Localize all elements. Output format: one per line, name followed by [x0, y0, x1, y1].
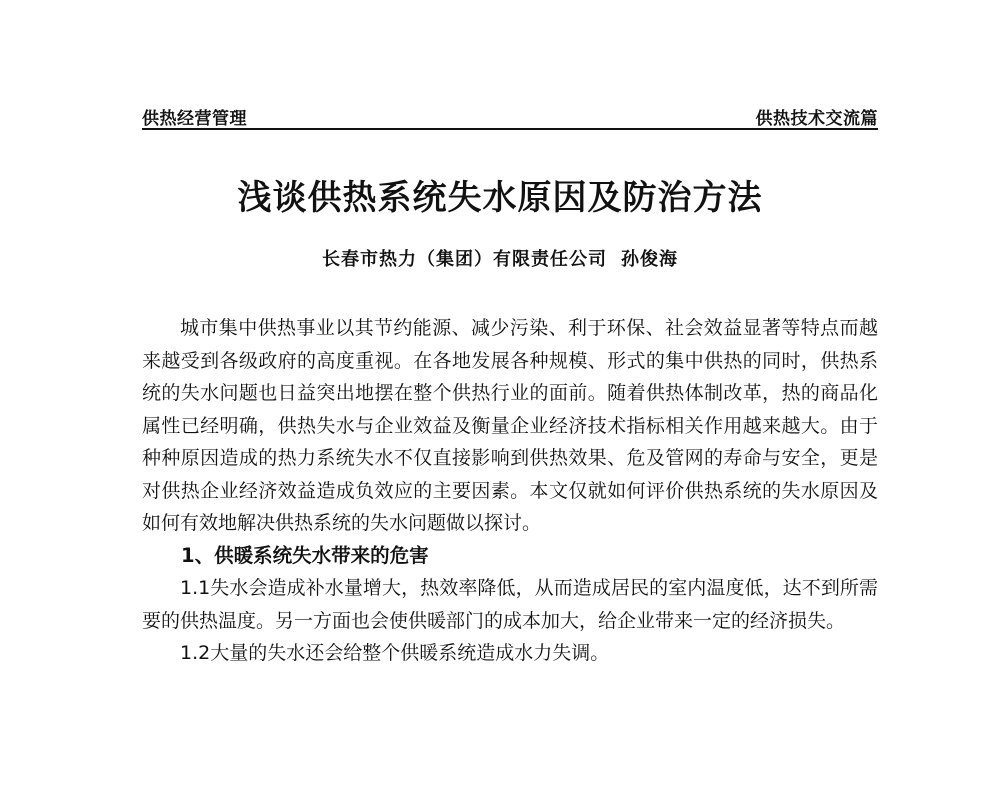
- paragraph-1-2: 1.2大量的失水还会给整个供暖系统造成水力失调。: [180, 642, 610, 664]
- running-header: [142, 102, 878, 130]
- author-organization: 长春市热力（集团）有限责任公司: [322, 249, 607, 270]
- intro-paragraph: 城市集中供热事业以其节约能源、减少污染、利于环保、社会效益显著等特点而越来越受到各级政府的高度重视。在各地发展各种规模、形式的集中供热的同时，供热系统的失水问题也日益突出地摆在整个供热行业的面前。随着供热体制改革，热的商品化属性已经明确，供热失水与企业效益及衡量企业经济技术指标相关作用越来越大。由于种种原因造成的热力系统失水不仅直接影响到供热效果、危及管网的寿命与安全，更是对供热企业经济效益造成负效应的主要因素。本文仅就如何评价供热系统的失水原因及如何有效地解决供热系统的失水问题做以探讨。: [142, 317, 878, 534]
- byline: [0, 245, 1000, 271]
- article-body: [142, 312, 878, 670]
- author-name: 孙俊海: [621, 249, 678, 270]
- paragraph-1-1: 1.1失水会造成补水量增大，热效率降低，从而造成居民的室内温度低，达不到所需要的供热温度。另一方面也会使供暖部门的成本加大，给企业带来一定的经济损失。: [142, 577, 878, 632]
- header-section-right: 供热技术交流篇: [755, 109, 878, 129]
- article-title: 浅谈供热系统失水原因及防治方法: [237, 178, 763, 218]
- header-section-left: 供热经营管理: [142, 109, 247, 129]
- section-heading: 1、供暖系统失水带来的危害: [181, 543, 429, 567]
